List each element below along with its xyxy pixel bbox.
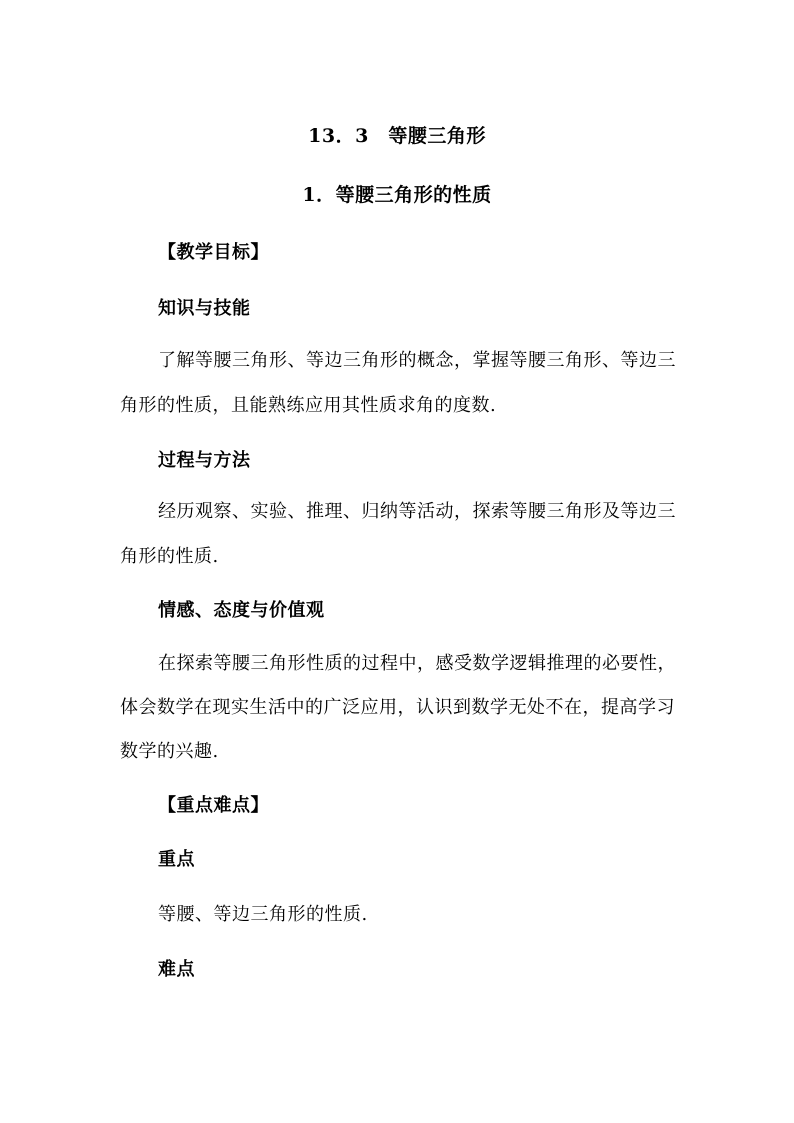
difficult-heading: 难点: [158, 959, 195, 980]
key-heading: 重点: [158, 849, 195, 870]
document-subtitle: 1．等腰三角形的性质: [302, 184, 492, 206]
attitude-line: 数学的兴趣.: [120, 741, 219, 762]
objectives-heading: 【教学目标】: [158, 242, 269, 263]
process-line: 角形的性质.: [120, 546, 219, 567]
attitude-heading: 情感、态度与价值观: [158, 600, 325, 621]
attitude-line: 在探索等腰三角形性质的过程中，感受数学逻辑推理的必要性，: [158, 653, 676, 674]
process-heading: 过程与方法: [158, 450, 251, 471]
document-title: 13．3 等腰三角形: [308, 125, 486, 147]
knowledge-heading: 知识与技能: [158, 298, 251, 319]
key-line: 等腰、等边三角形的性质.: [158, 904, 368, 925]
knowledge-line: 了解等腰三角形、等边三角形的概念，掌握等腰三角形、等边三: [158, 350, 676, 371]
knowledge-line: 角形的性质，且能熟练应用其性质求角的度数.: [120, 395, 497, 416]
key-points-heading: 【重点难点】: [158, 795, 269, 816]
attitude-line: 体会数学在现实生活中的广泛应用，认识到数学无处不在，提高学习: [120, 697, 675, 718]
process-line: 经历观察、实验、推理、归纳等活动，探索等腰三角形及等边三: [158, 501, 676, 522]
